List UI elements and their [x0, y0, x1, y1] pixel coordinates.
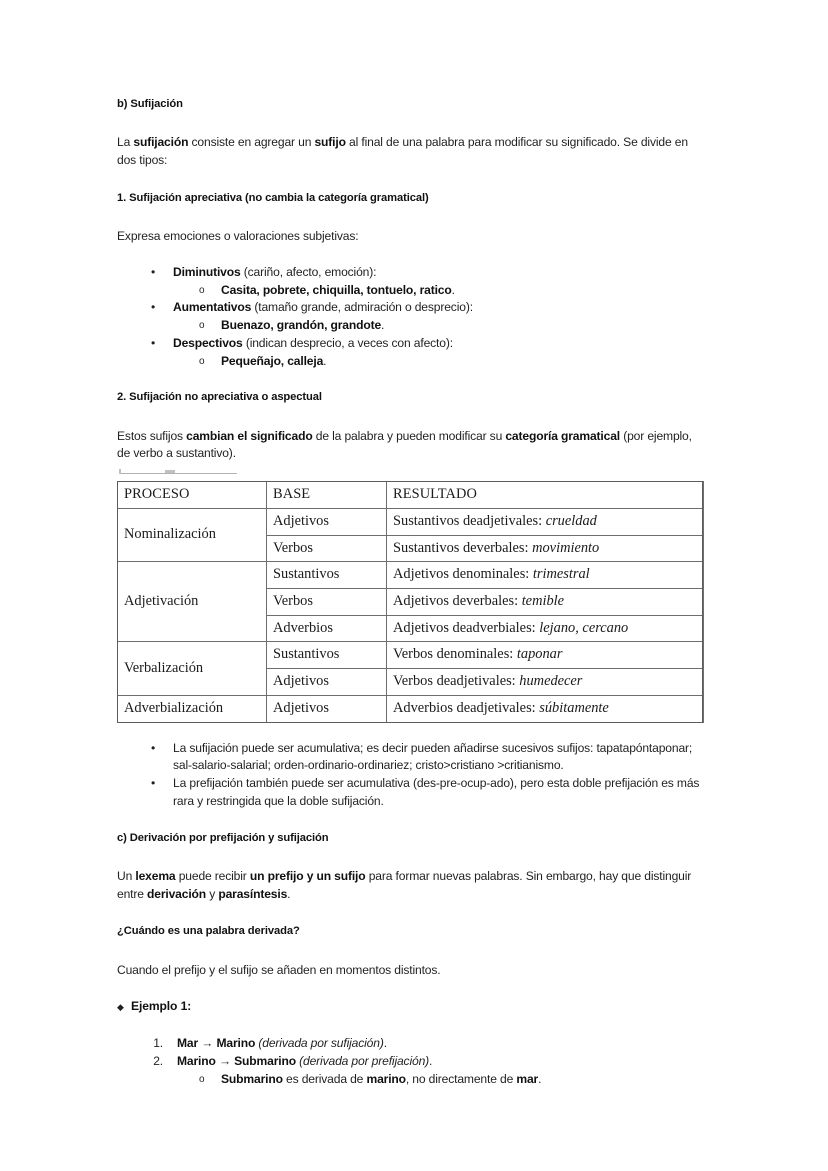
header-resultado: RESULTADO: [387, 482, 704, 509]
ex1-bold-marino: Marino: [216, 1036, 256, 1051]
intro-text-3: al final de una palabra para modificar su significado. Se divide en dos tipos:: [117, 135, 688, 167]
intro-bold-sufijo: sufijo: [314, 135, 346, 150]
resultado-text: Adverbios deadjetivales:: [393, 699, 540, 716]
sc-text-2: puede recibir: [175, 868, 250, 883]
cell-base: Adjetivos: [267, 669, 387, 696]
spacer: [117, 846, 703, 868]
note-text: La sufijación puede ser acumulativa; es decir pueden añadirse sucesivos sufijos: tapatapóntaponar; sal-salario-salarial; orden-ordinario-ordinariez; cristo>cristiano >critianismo.: [173, 740, 693, 773]
ex1-bold-mar: Mar: [177, 1036, 199, 1051]
section-c-answer: Cuando el prefijo y el sufijo se añaden en momentos distintos.: [117, 962, 441, 977]
cell-resultado: [387, 589, 704, 616]
intro-text-1: La: [117, 135, 134, 150]
spacer: [117, 246, 703, 264]
ex2-bold-submarino: Submarino: [234, 1053, 296, 1068]
examples-diminutivos: Casita, pobrete, chiquilla, tontuelo, ratico: [221, 282, 452, 297]
proceso-base-resultado-table: [117, 481, 704, 722]
note-text: La prefijación también puede ser acumulativa (des-pre-ocup-ado), pero esta doble prefijación es más rara y restringida que la doble sufijación.: [173, 776, 700, 808]
resultado-example: trimestral: [532, 566, 590, 583]
table-row: [118, 695, 704, 722]
bullet-disc-icon: •: [151, 335, 156, 350]
post-table-notes-list: [117, 740, 703, 811]
ex2-tail: .: [429, 1053, 433, 1068]
spacer: [117, 112, 703, 134]
list-item: [117, 1053, 703, 1071]
list-item: [117, 353, 703, 371]
s2-bold-significado: cambian el significado: [186, 428, 313, 443]
cell-resultado: [387, 562, 704, 589]
list-item: [117, 775, 703, 811]
resultado-text: Adjetivos denominales:: [393, 566, 533, 583]
cell-base: Adjetivos: [267, 695, 387, 722]
intro-bold-sufijacion: sufijación: [133, 135, 189, 150]
ex-sub-bold-mar: mar: [516, 1071, 539, 1086]
resultado-text: Sustantivos deadjetivales:: [393, 512, 546, 529]
bullet-disc-icon: •: [151, 740, 156, 755]
table-row: [118, 508, 704, 535]
spacer: [117, 406, 703, 428]
list-item: [117, 299, 703, 317]
section-c-question: ¿Cuándo es una palabra derivada?: [117, 925, 300, 938]
sc-bold-lexema: lexema: [135, 868, 176, 883]
cell-proceso-adjetivacion: Adjetivación: [118, 562, 267, 642]
s2-bold-categoria: categoría gramatical: [505, 428, 620, 443]
table-row: [118, 642, 704, 669]
cell-base: Sustantivos: [267, 562, 387, 589]
cell-resultado: [387, 508, 704, 535]
list-item: [117, 1035, 703, 1053]
s2-text-3: (por ejemplo, de verbo a sustantivo).: [117, 428, 692, 461]
section-b-heading: b) Sufijación: [117, 98, 183, 110]
section-c-paragraph: [117, 868, 703, 904]
s2-text-1: Estos sufijos: [117, 428, 187, 443]
list-number: 2.: [153, 1053, 163, 1068]
s2-text-2: de la palabra y pueden modificar su: [312, 428, 506, 443]
examples-despectivos-tail: .: [323, 353, 327, 368]
bullet-disc-icon: •: [151, 776, 156, 791]
spacer: [117, 370, 703, 389]
spacer: [117, 1016, 703, 1035]
term-despectivos: Despectivos: [173, 335, 243, 350]
gloss-aumentativos: (tamaño grande, admiración o desprecio):: [251, 300, 473, 315]
section-c-heading: c) Derivación por prefijación y sufijación: [117, 831, 329, 844]
resultado-text: Sustantivos deverbales:: [393, 539, 533, 556]
bullet-circle-icon: o: [199, 355, 205, 367]
resultado-text: Adjetivos deadverbiales:: [393, 619, 540, 636]
resultado-text: Verbos denominales:: [393, 646, 517, 663]
ex-sub-text-2: , no directamente de: [405, 1071, 517, 1086]
sc-bold-parasintesis: parasíntesis: [218, 886, 288, 901]
ex-sub-text-1: es derivada de: [282, 1071, 367, 1086]
apreciativa-list: [117, 264, 703, 371]
ejemplo-list: [117, 998, 703, 1016]
spacer: [117, 979, 703, 998]
section-1-lead: Expresa emociones o valoraciones subjetivas:: [117, 229, 359, 243]
list-item: [117, 998, 703, 1016]
ejemplo-label: Ejemplo 1:: [131, 999, 192, 1014]
bullet-disc-icon: •: [151, 300, 156, 315]
ex-sub-tail: .: [538, 1071, 542, 1086]
section-1-heading: 1. Sufijación apreciativa (no cambia la categoría gramatical): [117, 191, 429, 204]
ex2-arrow-icon: →: [215, 1053, 235, 1068]
cell-proceso-verbalizacion: Verbalización: [118, 642, 267, 695]
cell-base: Verbos: [267, 535, 387, 562]
gloss-despectivos: (indican desprecio, a veces con afecto):: [242, 335, 453, 350]
cell-resultado: [387, 615, 704, 642]
gloss-diminutivos: (cariño, afecto, emoción):: [240, 264, 377, 279]
bullet-circle-icon: o: [199, 284, 205, 296]
resultado-example: humedecer: [519, 673, 583, 690]
ejemplo-numbered-list: [117, 1035, 703, 1088]
sc-bold-derivacion: derivación: [147, 886, 207, 901]
list-item: [117, 317, 703, 335]
cell-base: Sustantivos: [267, 642, 387, 669]
sc-text-1: Un: [117, 868, 136, 883]
scan-artifact: [119, 469, 237, 474]
resultado-example: movimiento: [532, 539, 600, 556]
term-aumentativos: Aumentativos: [173, 300, 252, 315]
ex1-tail: .: [383, 1036, 387, 1051]
cell-resultado: [387, 642, 704, 669]
list-item: [117, 282, 703, 300]
cell-proceso-nominalizacion: Nominalización: [118, 508, 267, 561]
spacer: [117, 811, 703, 830]
cell-proceso-adverbializacion: Adverbialización: [118, 695, 267, 722]
examples-diminutivos-tail: .: [451, 282, 455, 297]
examples-aumentativos-tail: .: [381, 318, 385, 333]
bullet-circle-icon: o: [199, 320, 205, 332]
cell-resultado: [387, 535, 704, 562]
examples-aumentativos: Buenazo, grandón, grandote: [221, 318, 382, 333]
cell-base: Adverbios: [267, 615, 387, 642]
spacer: [117, 903, 703, 923]
spacer: [117, 940, 703, 962]
intro-text-2: consiste en agregar un: [188, 135, 315, 150]
document-content: [117, 96, 703, 1088]
list-item: [117, 740, 703, 776]
resultado-example: taponar: [516, 646, 563, 663]
ex-sub-bold-submarino: Submarino: [221, 1071, 283, 1086]
cell-base: Adjetivos: [267, 508, 387, 535]
ex2-bold-marino: Marino: [177, 1053, 216, 1068]
header-base: BASE: [267, 482, 387, 509]
ex2-italic: (derivada por prefijación): [295, 1053, 430, 1068]
bullet-circle-icon: o: [199, 1073, 205, 1085]
spacer: [117, 206, 703, 228]
resultado-example: temible: [521, 593, 565, 609]
cell-resultado: [387, 669, 704, 696]
ex1-arrow-icon: →: [198, 1036, 217, 1051]
list-item: [117, 335, 703, 353]
sc-text-5: .: [287, 886, 291, 901]
resultado-example: lejano, cercano: [539, 619, 629, 636]
section-2-paragraph: [117, 428, 703, 464]
bullet-diamond-icon: ◆: [117, 1002, 124, 1013]
header-proceso: PROCESO: [118, 482, 267, 509]
resultado-example: súbitamente: [539, 699, 609, 716]
ex-sub-bold-marino: marino: [366, 1071, 406, 1086]
examples-despectivos: Pequeñajo, calleja: [221, 353, 324, 368]
resultado-example: crueldad: [545, 512, 597, 529]
table-header-row: [118, 482, 704, 509]
table-row: [118, 562, 704, 589]
sc-text-3: para formar nuevas palabras. Sin embargo, hay que distinguir entre: [117, 868, 692, 901]
spacer: [117, 723, 703, 740]
cell-base: Verbos: [267, 589, 387, 616]
cell-resultado: [387, 695, 704, 722]
ex1-italic: (derivada por sufijación): [255, 1036, 384, 1051]
resultado-text: Verbos deadjetivales:: [393, 673, 520, 690]
spacer: [117, 170, 703, 190]
intro-paragraph: [117, 134, 703, 170]
list-item: [117, 1071, 703, 1089]
section-2-heading: 2. Sufijación no apreciativa o aspectual: [117, 391, 322, 404]
resultado-text: Adjetivos deverbales:: [393, 593, 522, 609]
list-number: 1.: [153, 1036, 163, 1051]
sc-text-4: y: [206, 886, 219, 901]
proceso-table-wrapper: [117, 481, 703, 722]
list-item: [117, 264, 703, 282]
term-diminutivos: Diminutivos: [173, 264, 241, 279]
sc-bold-prefijo-sufijo: un prefijo y un sufijo: [249, 868, 366, 883]
bullet-disc-icon: •: [151, 264, 156, 279]
